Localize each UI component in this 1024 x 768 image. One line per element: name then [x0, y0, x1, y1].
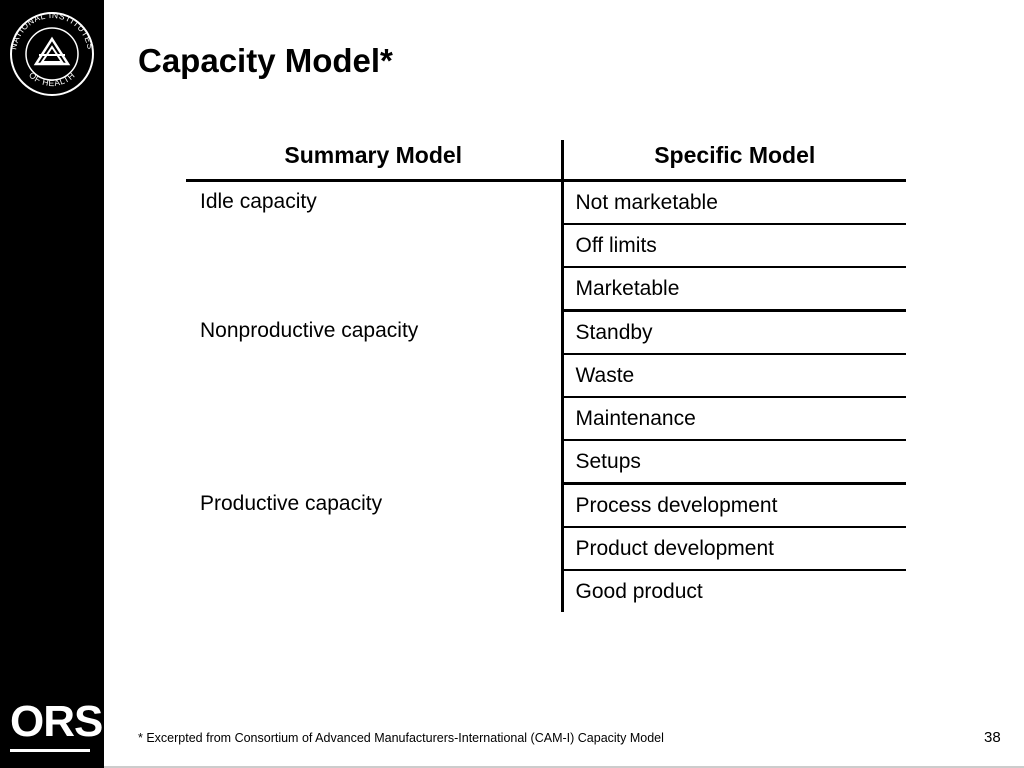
page-number: 38: [984, 729, 1001, 746]
header-summary-model: Summary Model: [186, 140, 562, 181]
specific-cell-process-development: Process development: [562, 484, 906, 528]
summary-cell-nonproductive-capacity: Nonproductive capacity: [200, 318, 419, 342]
table-header-row: [186, 140, 906, 181]
svg-text:NATIONAL INSTITUTES: NATIONAL INSTITUTES: [8, 9, 96, 51]
specific-cell-marketable: Marketable: [562, 267, 906, 311]
table-row: [186, 181, 906, 225]
summary-cell-idle-capacity: Idle capacity: [200, 190, 317, 213]
specific-cell-maintenance: Maintenance: [562, 397, 906, 440]
table-row: [186, 484, 906, 528]
summary-cell-productive-capacity: Productive capacity: [200, 491, 383, 515]
specific-cell-off-limits: Off limits: [562, 224, 906, 267]
specific-cell-not-marketable: Not marketable: [562, 181, 906, 225]
ors-wordmark: ORS: [10, 697, 103, 746]
specific-cell-good-product: Good product: [562, 570, 906, 612]
left-sidebar: [0, 0, 104, 768]
header-specific-model: Specific Model: [562, 140, 906, 181]
nih-seal-icon: [6, 8, 98, 100]
specific-cell-product-development: Product development: [562, 527, 906, 570]
specific-cell-waste: Waste: [562, 354, 906, 397]
footnote-text: * Excerpted from Consortium of Advanced Manufacturers-International (CAM-I) Capacity Model: [138, 731, 664, 745]
page-title: Capacity Model*: [138, 42, 393, 79]
specific-cell-setups: Setups: [562, 440, 906, 484]
svg-text:OF HEALTH: OF HEALTH: [27, 69, 77, 89]
ors-underline: [10, 749, 90, 752]
specific-cell-standby: Standby: [562, 311, 906, 355]
capacity-model-table: [186, 140, 906, 612]
table-row: [186, 311, 906, 355]
